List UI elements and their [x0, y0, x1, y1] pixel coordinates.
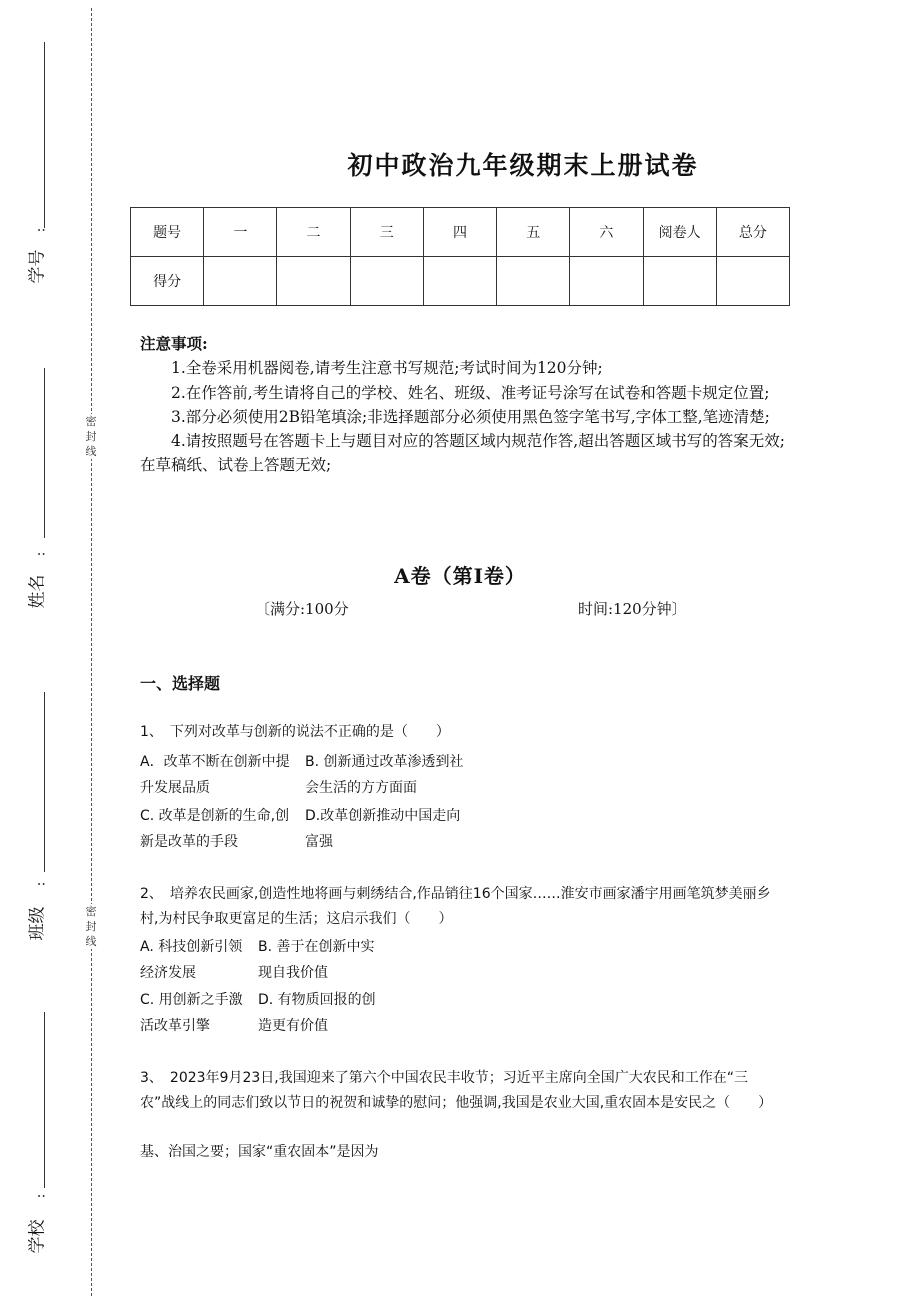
- notice-heading: 注意事项:: [140, 334, 208, 353]
- score-cell: [570, 257, 643, 306]
- header-cell: 一: [204, 208, 277, 257]
- score-cell: [497, 257, 570, 306]
- section-title: A卷（第Ⅰ卷）: [394, 564, 526, 588]
- header-cell: 题号: [131, 208, 204, 257]
- notice-item: 4.请按照题号在答题卡上与题目对应的答题区域内规范作答,超出答题区域书写的答案无效;在草稿纸、试卷上答题无效;: [140, 432, 785, 475]
- score-table: [130, 207, 790, 306]
- seal-line-text-lower: 密封线: [85, 905, 97, 948]
- score-cell: [423, 257, 496, 306]
- question-3-tail: 基、治国之要；国家“重农固本”是因为: [140, 1144, 379, 1160]
- score-cell: [277, 257, 350, 306]
- part-title: 一、选择题: [140, 674, 221, 693]
- question-2-option-d: D. 有物质回报的创造更有价值: [258, 992, 376, 1034]
- notice-item: 3.部分必须使用2B铅笔填涂;非选择题部分必须使用黑色签字笔书写,字体工整,笔迹清楚;: [171, 407, 770, 426]
- question-1-option-c: C. 改革是创新的生命,创新是改革的手段: [140, 808, 290, 850]
- question-2-stem: 2、 培养农民画家,创造性地将画与刺绣结合,作品销往16个国家……淮安市画家潘宇用画笔筑梦美丽乡村,为村民争取更富足的生活；这启示我们（ ）: [140, 886, 771, 927]
- student-id-label: 学号: [27, 249, 48, 284]
- time-label: 时间:120分钟〕: [578, 600, 687, 618]
- header-cell: 总分: [716, 208, 789, 257]
- page-title: 初中政治九年级期末上册试卷: [347, 151, 699, 180]
- notice-block: [140, 332, 790, 478]
- school-colon: :: [32, 1193, 49, 1199]
- class-label: 班级: [27, 906, 48, 941]
- notice-item: 1.全卷采用机器阅卷,请考生注意书写规范;考试时间为120分钟;: [171, 359, 603, 378]
- class-colon: :: [32, 881, 49, 887]
- header-cell: 二: [277, 208, 350, 257]
- question-1-option-d: D.改革创新推动中国走向富强: [305, 808, 461, 850]
- row-label-cell: 得分: [131, 257, 204, 306]
- score-cell: [204, 257, 277, 306]
- score-table-header-row: [131, 208, 790, 257]
- header-cell: 三: [350, 208, 423, 257]
- student-id-colon: :: [32, 227, 49, 233]
- name-label: 姓名: [27, 574, 48, 609]
- name-line: [44, 368, 45, 538]
- score-cell: [716, 257, 789, 306]
- question-2-option-b: B. 善于在创新中实现自我价值: [258, 939, 375, 981]
- school-line: [44, 1012, 45, 1188]
- header-cell: 五: [497, 208, 570, 257]
- header-cell: 阅卷人: [643, 208, 716, 257]
- header-cell: 四: [423, 208, 496, 257]
- header-cell: 六: [570, 208, 643, 257]
- notice-item: 2.在作答前,考生请将自己的学校、姓名、班级、准考证号涂写在试卷和答题卡规定位置;: [171, 383, 770, 402]
- full-score-label: 〔满分:100分: [255, 600, 349, 618]
- question-2-option-c: C. 用创新之手激活改革引擎: [140, 992, 243, 1034]
- question-1-option-b: B. 创新通过改革渗透到社会生活的方方面面: [305, 754, 464, 796]
- name-colon: :: [32, 551, 49, 557]
- school-label: 学校: [27, 1219, 48, 1254]
- binding-dashed-line: [91, 8, 92, 1296]
- question-1-option-a: A．改革不断在创新中提升发展品质: [140, 754, 290, 796]
- question-1-stem: 1、 下列对改革与创新的说法不正确的是（ ）: [140, 724, 450, 740]
- score-cell: [350, 257, 423, 306]
- seal-line-text-upper: 密封线: [85, 415, 97, 458]
- class-line: [44, 692, 45, 872]
- student-id-line: [44, 42, 45, 228]
- question-3-stem: 3、 2023年9月23日,我国迎来了第六个中国农民丰收节；习近平主席向全国广大农民和工作在“三农”战线上的同志们致以节日的祝贺和诚挚的慰问；他强调,我国是农业大国,重农固本是安民之（ ）: [140, 1070, 773, 1111]
- question-2-option-a: A. 科技创新引领经济发展: [140, 939, 243, 981]
- score-table-score-row: [131, 257, 790, 306]
- score-cell: [643, 257, 716, 306]
